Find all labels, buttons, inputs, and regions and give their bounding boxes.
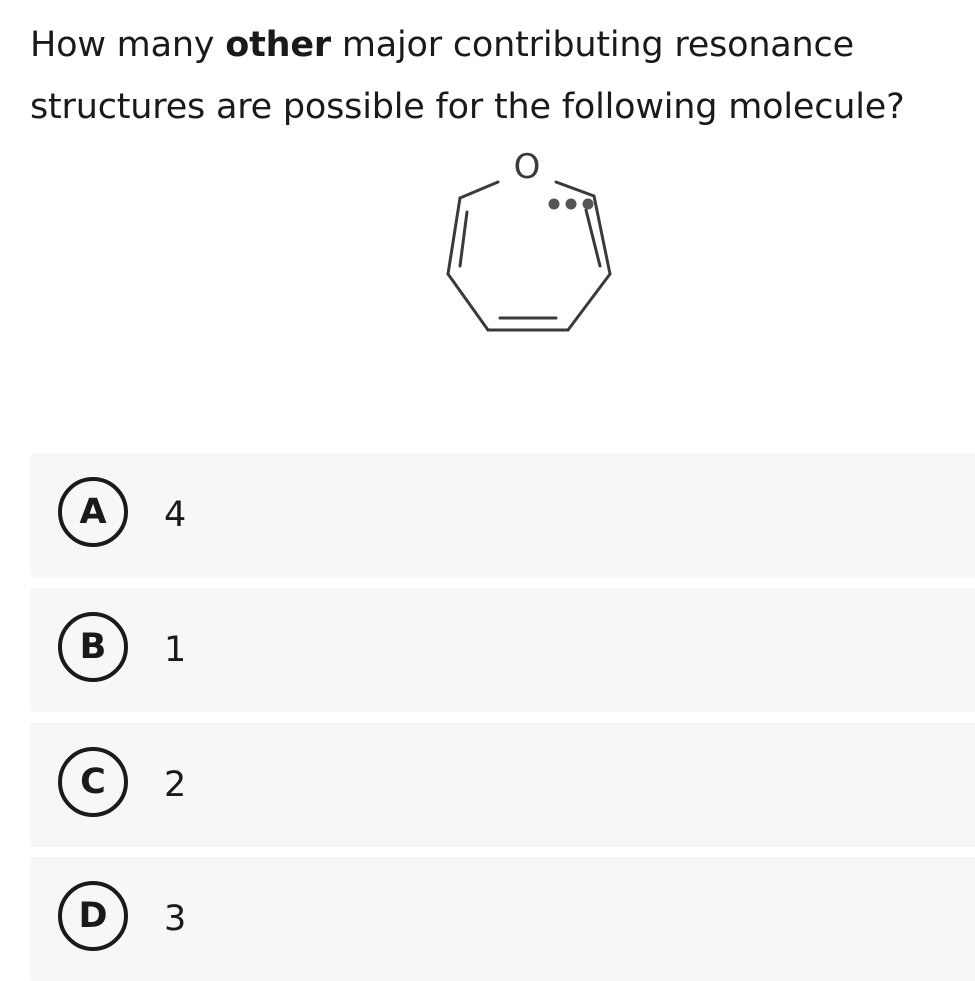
question-prefix: How many xyxy=(30,25,226,65)
option-b[interactable] xyxy=(30,588,975,712)
option-letter-badge: B xyxy=(58,612,128,682)
lone-electron-dot xyxy=(566,199,577,210)
question-text xyxy=(30,14,970,138)
option-d[interactable] xyxy=(30,857,975,981)
ring-bond xyxy=(594,196,610,274)
ring-bond xyxy=(448,274,488,330)
oxygen-atom: O xyxy=(513,147,541,187)
ring-bond xyxy=(460,182,498,198)
option-text: 1 xyxy=(164,630,187,670)
lone-electron-dot xyxy=(583,199,594,210)
option-c[interactable] xyxy=(30,723,975,847)
option-text: 3 xyxy=(164,899,187,939)
question-emphasis: other xyxy=(225,25,331,65)
option-letter-badge: D xyxy=(58,881,128,951)
question-suffix: major contributing resonance structures are possible for the following molecule? xyxy=(30,25,905,127)
option-text: 2 xyxy=(164,765,187,805)
option-letter-badge: C xyxy=(58,747,128,817)
lone-electron-dot xyxy=(549,199,560,210)
ring-bond xyxy=(448,198,460,274)
ring-bond xyxy=(568,274,610,330)
option-text: 4 xyxy=(164,495,187,535)
molecule-structure xyxy=(420,140,630,350)
ring-bond xyxy=(556,182,594,196)
option-a[interactable] xyxy=(30,453,975,577)
double-bond-line xyxy=(460,212,467,266)
option-letter-badge: A xyxy=(58,477,128,547)
